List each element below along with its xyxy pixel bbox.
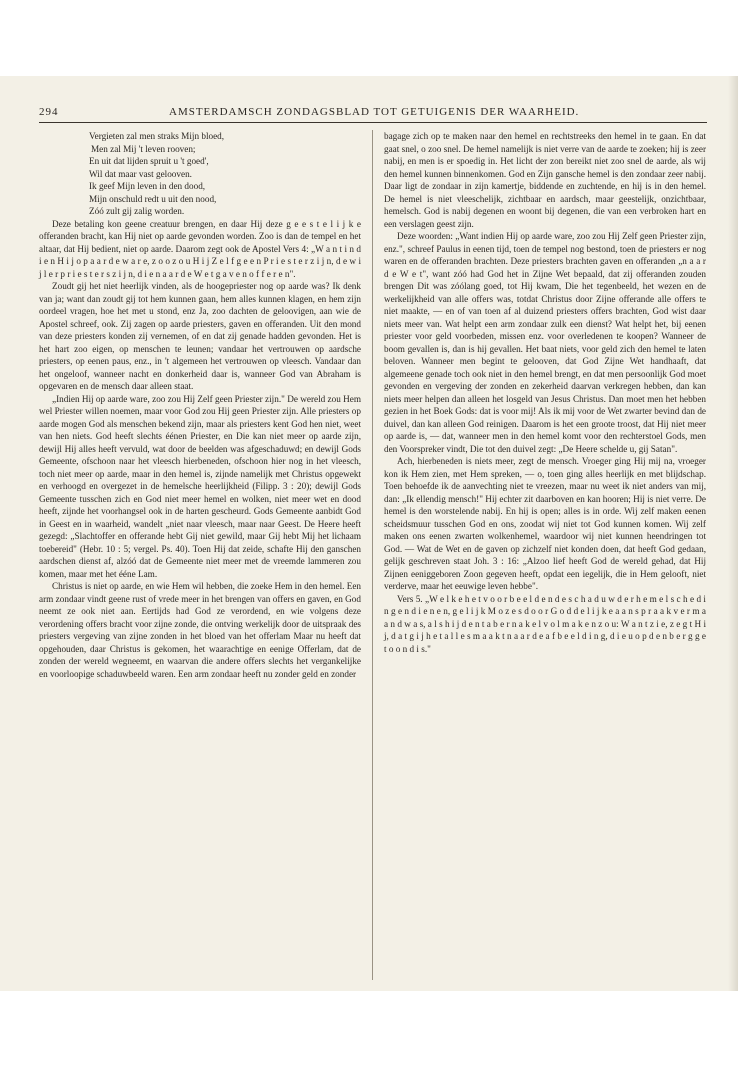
- page-number: 294: [39, 106, 59, 118]
- poem: [39, 130, 361, 218]
- poem-line: Men zal Mij 't leven rooven;: [91, 143, 196, 154]
- header-rule: [39, 122, 707, 123]
- right-column: [384, 130, 706, 655]
- poem-line: En uit dat lijden spruit u 't goed',: [89, 156, 209, 166]
- page-header: [39, 106, 707, 120]
- scanned-page: [0, 76, 738, 991]
- paragraph: Deze woorden: „Want indien Hij op aarde ware, zoo zou Hij Zelf geen Priester zijn, enz.", schreef Paulus in eenen tijd, toen de tempel nog bestond, toen de priesters er nog waren en de offeranden brachten. Deze priesters brachten gaven en offeranden „n a a r d e W e t", want zóó had God het in Zijne Wet bepaald, dat zij offeranden zouden brengen Dit was zóólang goed, tot Hij kwam, Die het tegenbeeld, het wezen en de werkelijkheid van alle offers was, totdat Christus door Zijne offerande alle offers te niet maakte, — en of van toen af al duizend priesters offers brachten, God wist daar niets meer van. Wat helpt een arm zondaar zulk een dienst? Wat helpt het, bij eenen priester voor geld voorbeden, missen enz. voor overledenen te koopen? Wanneer de boom gevallen is, dan is hij gevallen. Het baat niets, voor geld zich den hemel te laten beloven. Wanneer men begint te gelooven, dat God Zijne Wet handhaaft, dat algemeene genade toch ook niet in den hemel brengt, en dat men persoonlijk God moet gevonden en vergeving der zonden en zekerheid daarvan verkregen hebben, dan kan niets meer helpen dan alleen het losgeld van Jesus Christus. Dan moet men het hebben gezien in het Boek Gods: dat is voor mij! Als ik mij voor de Wet zwarter bevind dan de duivel, dan kan alleen God reinigen. Daarom is het een groote troost, dat Hij niet meer op aarde is, — dat, wanneer men in den hemel komt voor den rechterstoel Gods, men den Voorspreker vindt, Die tot den duivel zegt: „De Heere schelde u, gij Satan".: [384, 231, 706, 454]
- poem-line: Vergieten zal men straks Mijn bloed,: [89, 131, 225, 141]
- paragraph: bagage zich op te maken naar den hemel en rechtstreeks den hemel in te gaan. En dat gaat snel, o zoo snel. De hemel namelijk is niet verre van de aarde te zoeken; hij is zeer nabij, en men is er spoedig in. Het licht der zon bereikt niet zoo snel de aarde, als wij den hemel kunnen binnenkomen. God en Zijn gansche hemel is den zondaar zeer nabij. Daar ligt de zondaar in zijn kamertje, biddende en zuchtende, en hij is in den hemel. De hemel is niet vleeschelijk, zichtbaar en aardsch, maar geestelijk, onzichtbaar, hemelsch. God is nabij degenen en woont bij degenen, die van een verbroken hart en een verslagen geest zijn.: [384, 131, 706, 229]
- poem-line: Mijn onschuld redt u uit den nood,: [89, 193, 217, 204]
- poem-line: Ik geef Mijn leven in den dood,: [89, 181, 206, 191]
- paragraph: Ach, hierbeneden is niets meer, zegt de mensch. Vroeger ging Hij mij na, vroeger kon ik Hem zien, met Hem spreken, — o, toen ging alles heerlijk en met blijdschap. Toen behoefde ik de aanvechting niet te vreezen, maar nu weet ik niet anders van mij, dan: „Ik ellendig mensch!" Hij echter zit daarboven en kan hooren; Hij is niet verre. De hemel is den worstelende nabij. En hij is open; alles is in orde. Wij zelf maken eenen scheidsmuur tusschen God en ons, zoodat wij niet tot God kunnen komen. Wij zelf maken ons eenen zwarten wolkenhemel, waardoor wij niet kunnen heendringen tot God. — Wat de Wet en de gaven op zichzelf niet konden doen, dat heeft God gedaan, gelijk geschreven staat Joh. 3 : 16: „Alzoo lief heeft God de wereld gehad, dat Hij Zijnen eeniggeboren Zoon gegeven heeft, opdat een iegelijk, die in Hem gelooft, niet verderve, maar het eeuwige leven hebbe".: [384, 456, 706, 591]
- paragraph: Deze betaling kon geene creatuur brengen, en daar Hij deze g e e s t e l i j k e offeranden bracht, kan Hij niet op aarde gevonden worden. Zoo is dan de tempel en het altaar, dat Hij bedient, niet op aarde. Daarom zegt ook de Apostel Vers 4: „W a n t i n d i e n H i j o p a a r d e w a r e, z o o z o u H i j Z e l f g e e n P r i e s t e r z i j n, d e w i j l e r p r i e s t e r s z i j n, d i e n a a r d e W e t g a v e n o f f e r e n".: [39, 218, 361, 279]
- paragraph: Christus is niet op aarde, en wie Hem wil hebben, die zoeke Hem in den hemel. Een arm zondaar vindt geene rust of vrede meer in het brengen van offers en gaven, en God neemt ze ook niet aan. Eertijds had God ze verordend, en wie volgens deze verordening offers bracht voor zijne zonde, die ontving werkelijk door de uitspraak des priesters vergeving van zijne zonden in het bloed van het offerlam Maar nu heeft dat opgehouden, daar Christus is gekomen, het waarachtige en eenige Offerlam, dat de zonden der wereld wegneemt, en waarvan die andere offers slechts het vergankelijke en voorloopige schaduwbeeld waren. Een arm zondaar heeft nu zonder geld en zonder: [39, 581, 361, 679]
- paragraph: „Indien Hij op aarde ware, zoo zou Hij Zelf geen Priester zijn." De wereld zou Hem wel Priester willen noemen, maar voor God zou Hij geen Priester zijn. Alle priesters op aarde mogen God als menschen bekend zijn, maar als priesters kent God hen niet, weet van hen niets. God heeft slechts éénen Priester, en Die kan niet meer op aarde zijn, dewijl Hij alles heeft vervuld, wat door de beelden was afgeschaduwd; en dewijl Gods Gemeente, ofschoon naar het vleesch hierbeneden, ofschoon hier nog in het vleesch, toch niet meer op aarde, maar in den hemel is, zijnde namelijk met Christus opgewekt en verhoogd en overgezet in de hemelsche heerlijkheid (Filipp. 3 : 20); dewijl Gods Gemeente tusschen zich en God niet meer hemel en wolken, niet meer wet en dood heeft, zijnde het voorhangsel ook in de harten gescheurd. Gods Gemeente aanbidt God in Geest en in waarheid, wandelt „niet naar vleesch, maar naar Geest. De Heere heeft gezegd: „Slachtoffer en offerande hebt Gij niet gewild, maar Gij hebt Mij het lichaam toebereid" (Hebr. 10 : 5; vergel. Ps. 40). Toen Hij dat zeide, schafte Hij den ganschen aardschen dienst af, alzóó dat de Gemeente niet meer met de vreemde lammeren zou komen, maar met het ééne Lam.: [39, 393, 361, 579]
- left-column: [39, 130, 361, 680]
- poem-line: Zóó zult gij zalig worden.: [89, 206, 185, 216]
- column-divider: [372, 130, 373, 980]
- running-title: AMSTERDAMSCH ZONDAGSBLAD TOT GETUIGENIS DER WAARHEID.: [169, 106, 580, 118]
- paragraph: Vers 5. „W e l k e h e t v o o r b e e l d e n d e s c h a d u w d e r h e m e l s c h e d i n g e n d i e n e n, g e l i j k M o z e s d o o r G o d d e l i j k e a a n s p r a a k v e r m a a n d w a s, a l s h i j d e n t a b e r n a k e l v o l m a k e n z o u: W a n t z i e, z e g t H i j, d a t g i j h e t a l l e s m a a k t n a a r d e a f b e e l d i n g, d i e u o p d e n b e r g g e t o o n d i s.": [384, 593, 706, 654]
- poem-line: Wil dat maar vast gelooven.: [89, 168, 192, 179]
- paragraph: Zoudt gij het niet heerlijk vinden, als de hoogepriester nog op aarde was? Ik denk van ja; want dan zoudt gij tot hem kunnen gaan, hem alles kunnen klagen, en hem zijn oordeel vragen, hoe het met u stond, enz Ja, zoo dachten de geloovigen, aan wie de Apostel schreef, ook. Zij zagen op aarde priesters, gaven en offeranden. Uit den mond van deze priesters konden zij vernemen, of en dat zij genade hadden gevonden. Het is het hart zoo eigen, op menschen te leunen; vandaar het vertrouwen op aardsche priesters, op eenen paus, enz., in 't algemeen het vertrouwen op vleesch. Vandaar dan het ongeloof, wanneer nacht en donkerheid daar is, wanneer God van Abraham is opgevaren en de mensch daar alleen staat.: [39, 281, 361, 391]
